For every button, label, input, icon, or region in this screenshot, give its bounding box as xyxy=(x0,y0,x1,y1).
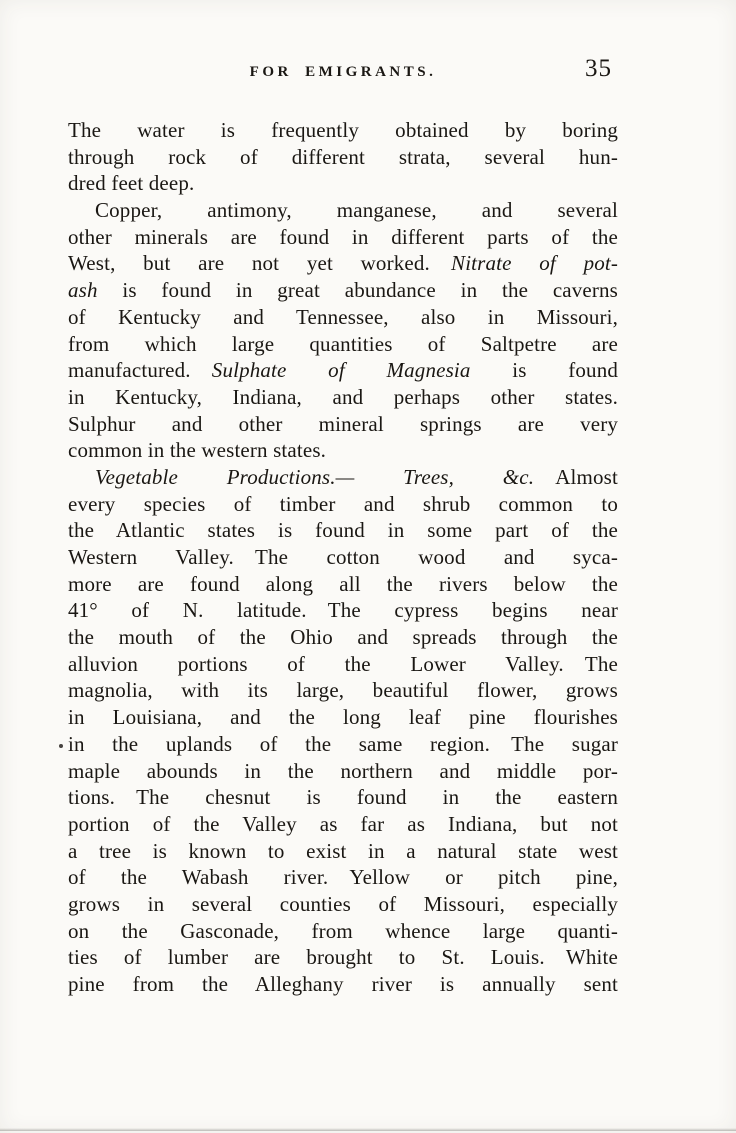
scan-speck xyxy=(59,744,63,748)
text-segment: tions. The chesnut is found in the eastern xyxy=(68,785,618,810)
page-body xyxy=(68,117,618,998)
text-line xyxy=(68,731,618,758)
text-segment: other minerals are found in different parts of the xyxy=(68,224,618,249)
text-segment: Almost xyxy=(534,464,618,489)
text-line xyxy=(68,864,618,891)
text-line xyxy=(68,464,618,491)
text-line xyxy=(68,197,618,224)
text-segment: dred feet deep. xyxy=(68,171,195,196)
text-segment: a tree is known to exist in a natural state west xyxy=(68,838,618,863)
text-segment: more are found along all the rivers below the xyxy=(68,571,618,596)
text-line xyxy=(68,277,618,304)
text-segment: of Kentucky and Tennessee, also in Missouri, xyxy=(68,304,618,329)
text-segment: of the Wabash river. Yellow or pitch pine, xyxy=(68,865,618,890)
text-line xyxy=(68,758,618,785)
text-line xyxy=(68,437,618,464)
text-line xyxy=(68,571,618,598)
text-segment: 41° of N. latitude. The cypress begins near xyxy=(68,598,618,623)
text-segment: Western Valley. The cotton wood and syca- xyxy=(68,545,618,569)
text-segment: every species of timber and shrub common to xyxy=(68,491,618,516)
text-line xyxy=(68,624,618,651)
text-line xyxy=(68,411,618,438)
text-segment: The water is frequently obtained by boring xyxy=(68,118,618,142)
text-segment: through rock of different strata, several hun- xyxy=(68,144,618,169)
text-line xyxy=(68,517,618,544)
text-segment: common in the western states. xyxy=(68,438,327,463)
text-line xyxy=(68,117,618,144)
text-line xyxy=(68,304,618,331)
text-line xyxy=(68,544,618,571)
running-title: FOR EMIGRANTS. xyxy=(249,64,437,80)
text-segment: in Kentucky, Indiana, and perhaps other states. xyxy=(68,384,618,409)
text-segment: West, but are not yet worked. xyxy=(68,251,452,276)
text-line xyxy=(68,384,618,411)
text-segment: the Atlantic states is found in some part of the xyxy=(68,518,618,543)
text-segment: in Louisiana, and the long leaf pine flourishes xyxy=(68,705,618,730)
text-segment: ties of lumber are brought to St. Louis. White xyxy=(68,945,618,970)
text-segment: magnolia, with its large, beautiful flower, grows xyxy=(68,678,618,703)
page-number: 35 xyxy=(585,55,612,82)
italic-phrase: ash xyxy=(68,278,98,303)
text-line xyxy=(68,784,618,811)
text-segment: portion of the Valley as far as Indiana, but not xyxy=(68,811,618,836)
text-line xyxy=(68,491,618,518)
text-segment: the mouth of the Ohio and spreads through the xyxy=(68,625,618,650)
text-segment: pine from the Alleghany river is annually sent xyxy=(68,972,618,996)
text-line xyxy=(68,331,618,358)
text-line xyxy=(68,811,618,838)
text-line xyxy=(68,971,618,998)
text-segment: maple abounds in the northern and middle por- xyxy=(68,758,618,783)
text-line xyxy=(68,357,618,384)
text-line xyxy=(68,250,618,277)
text-line xyxy=(68,677,618,704)
text-line xyxy=(68,891,618,918)
text-line xyxy=(68,651,618,678)
text-line xyxy=(68,944,618,971)
text-segment: Copper, antimony, manganese, and several xyxy=(95,198,618,223)
text-line xyxy=(68,144,618,171)
italic-phrase: Nitrate of pot- xyxy=(451,251,618,276)
text-line xyxy=(68,704,618,731)
text-segment: alluvion portions of the Lower Valley. The xyxy=(68,651,618,676)
text-segment: manufactured. xyxy=(68,358,212,383)
text-line xyxy=(68,838,618,865)
text-segment: in the uplands of the same region. The sugar xyxy=(68,731,618,756)
text-line xyxy=(68,918,618,945)
text-segment: Sulphur and other mineral springs are very xyxy=(68,411,618,436)
text-segment: grows in several counties of Missouri, especially xyxy=(68,891,618,916)
italic-phrase: Sulphate of Magnesia xyxy=(211,358,471,383)
text-segment: is found in great abundance in the caverns xyxy=(97,278,618,303)
text-line xyxy=(68,597,618,624)
italic-phrase: Vegetable Productions.— Trees, &c. xyxy=(95,464,535,489)
text-line xyxy=(68,224,618,251)
text-segment: is found xyxy=(470,358,618,383)
text-segment: on the Gasconade, from whence large quanti- xyxy=(68,918,618,943)
text-segment: from which large quantities of Saltpetre are xyxy=(68,331,618,356)
page-header xyxy=(68,55,618,82)
text-line xyxy=(68,170,618,197)
